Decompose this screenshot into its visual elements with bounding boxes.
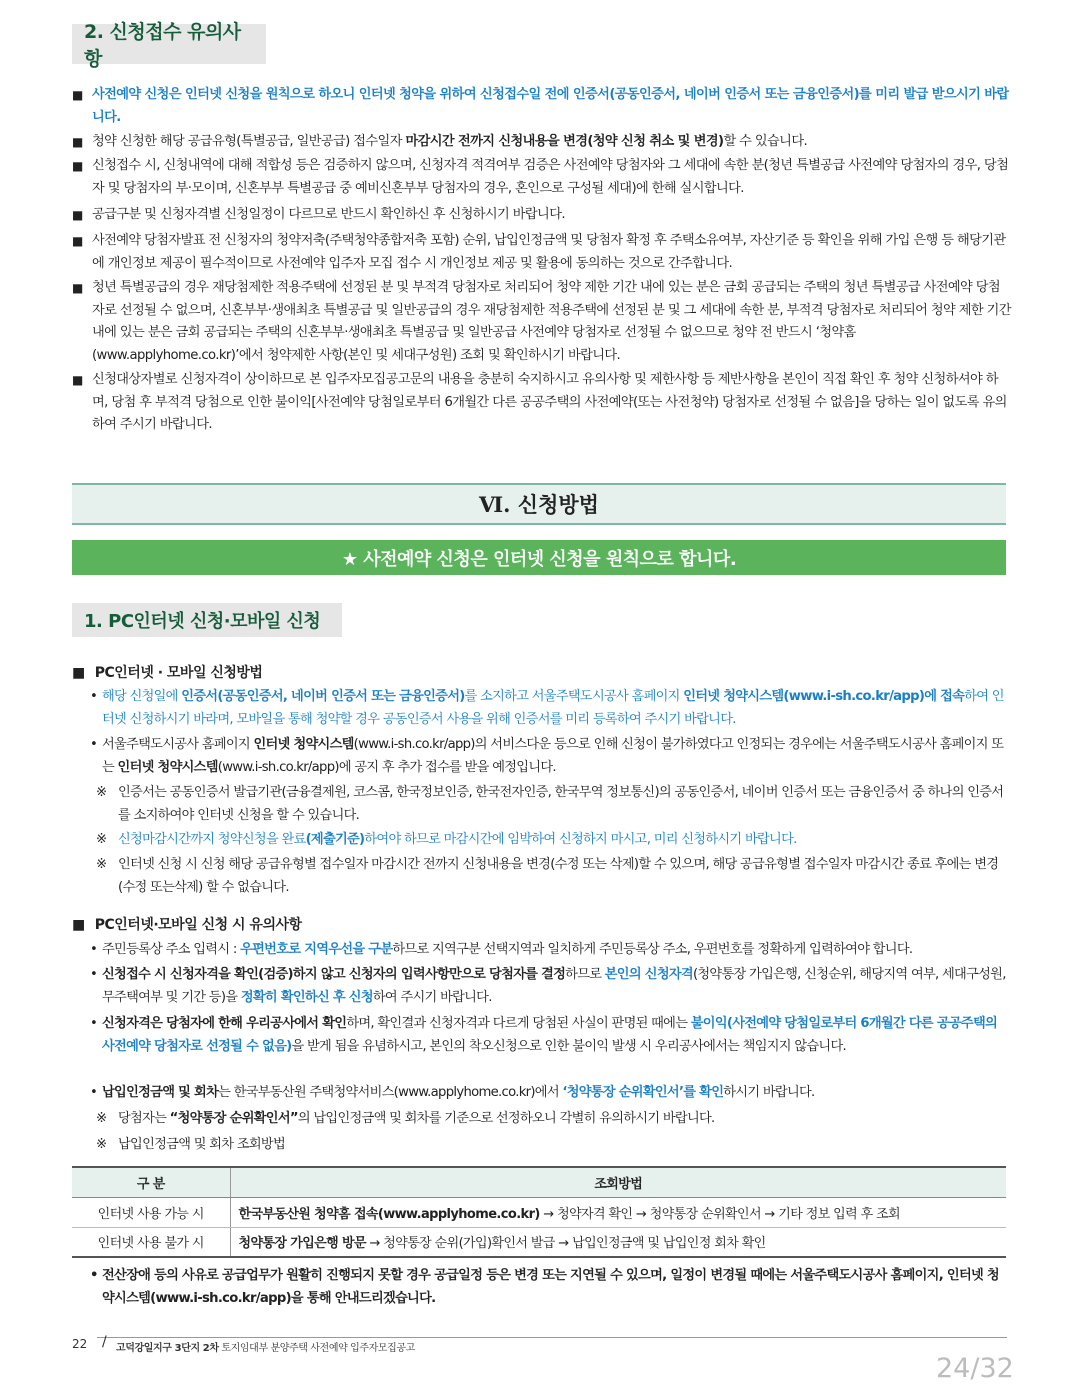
notice-text: 사전예약 당첨자발표 전 신청자의 청약저축(주택청약종합저축 포함) 순위, 납입인정금액 및 당첨자 확정 후 주택소유여부, 자산기준 등 확인을 위해 가입 은행 등 해당기관에 개인정보 제공이 필수적이므로 사전예약 입주자 모집 접수 시 개인정보 제공 및 활용에 동의하는 것으로 간주합니다. bbox=[92, 233, 1006, 271]
bullet-text: 하므로 지역구분 선택지역과 일치하게 주민등록상 주소, 우편번호를 정확하게 입력하여야 합니다. bbox=[392, 942, 913, 957]
footer-divider bbox=[97, 1337, 1007, 1338]
bullet-text: 하시기 바랍니다. bbox=[723, 1085, 815, 1100]
footer-document-title bbox=[116, 1339, 415, 1354]
section-heading-pc-mobile: 1. PC인터넷 신청·모바일 신청 bbox=[72, 603, 342, 637]
square-bullet-icon: ■ bbox=[72, 917, 85, 933]
square-bullet-icon: ■ bbox=[72, 373, 83, 387]
bullet-text-emphasis: 인증서(공동인증서, 네이버 인증서 또는 금융인증서) bbox=[181, 689, 465, 704]
bullet-text-emphasis: 인터넷 청약시스템(www.i-sh.co.kr/app)에 접속 bbox=[683, 689, 965, 704]
square-bullet-icon: ■ bbox=[72, 208, 83, 222]
note-text-emphasis: “청약통장 순위확인서” bbox=[169, 1111, 298, 1126]
note-text-emphasis: (제출기준) bbox=[305, 832, 365, 847]
table-row bbox=[72, 1227, 1006, 1257]
notice-text: 사전예약 신청은 인터넷 신청을 원칙으로 하오니 인터넷 청약을 위하여 신청접수일 전에 인증서(공동인증서, 네이버 인증서 또는 금융인증서)를 미리 발급 받으시기 바랍니다. bbox=[92, 87, 1009, 125]
table-row bbox=[72, 1197, 1006, 1227]
bullet-text: 는 한국부동산원 주택청약서비스(www.applyhome.co.kr)에서 bbox=[218, 1085, 563, 1100]
caution-note bbox=[96, 1108, 1011, 1131]
bullet-text-emphasis: 본인의 신청자격 bbox=[604, 967, 693, 982]
table-cell-emphasis: 한국부동산원 청약홈 접속(www.applyhome.co.kr) bbox=[238, 1206, 540, 1222]
table-cell-text: → 청약자격 확인 → 청약통장 순위확인서 → 기타 정보 입력 후 조회 bbox=[539, 1206, 901, 1222]
method-note bbox=[96, 782, 1011, 827]
caution-note bbox=[96, 1134, 1011, 1157]
reference-mark-icon: ※ bbox=[96, 785, 107, 800]
subheading-text: PC인터넷 · 모바일 신청방법 bbox=[94, 665, 263, 681]
subheading-text: PC인터넷·모바일 신청 시 유의사항 bbox=[94, 917, 302, 933]
bullet-text-emphasis: 신청접수 시 신청자격을 확인(검증)하지 않고 신청자의 입력사항만으로 당첨자를 결정 bbox=[102, 967, 566, 982]
dot-bullet-icon: • bbox=[90, 1085, 98, 1100]
table-cell-category: 인터넷 사용 불가 시 bbox=[72, 1227, 230, 1257]
bullet-text-emphasis: 정확히 확인하신 후 신청 bbox=[240, 989, 373, 1005]
lookup-method-table bbox=[72, 1166, 1006, 1258]
notice-item bbox=[72, 277, 1012, 367]
notice-item bbox=[72, 369, 1012, 437]
section-heading-application-notes: 2. 신청접수 유의사항 bbox=[72, 24, 266, 64]
bullet-text: 주민등록상 주소 입력시 : bbox=[102, 942, 241, 957]
chapter-title-banner: Ⅵ. 신청방법 bbox=[72, 483, 1006, 525]
notice-item bbox=[72, 155, 1012, 200]
note-text: 하여야 하므로 마감시간에 임박하여 신청하지 마시고, 미리 신청하시기 바랍니다. bbox=[364, 832, 797, 847]
notice-item bbox=[72, 230, 1012, 275]
notice-text: 청약 신청한 해당 공급유형(특별공급, 일반공급) 접수일자 bbox=[92, 134, 406, 149]
footer-slash: / bbox=[102, 1334, 107, 1350]
final-notice-text: 전산장애 등의 사유로 공급업무가 원활히 진행되지 못할 경우 공급일정 등은 변경 또는 지연될 수 있으며, 일정이 변경될 때에는 서울주택도시공사 홈페이지, 인터넷 청약시스템(www.i-sh.co.kr/app)을 통해 안내드리겠습니다. bbox=[102, 1268, 999, 1306]
note-text: 인증서는 공동인증서 발급기관(금융결제원, 코스콤, 한국정보인증, 한국전자인증, 한국무역 정보통신)의 공동인증서, 네이버 인증서 또는 금융인증서 중 하나의 인증서를 소지하여야 인터넷 신청을 할 수 있습니다. bbox=[118, 785, 1004, 823]
square-bullet-icon: ■ bbox=[72, 281, 83, 295]
note-text: 의 납입인정금액 및 회차를 기준으로 선정하오니 각별히 유의하시기 바랍니다. bbox=[297, 1111, 715, 1126]
method-note bbox=[96, 854, 1011, 899]
caution-bullet bbox=[90, 1013, 1010, 1058]
subheading-caution bbox=[72, 914, 302, 934]
notice-text: 신청접수 시, 신청내역에 대해 적합성 등은 검증하지 않으며, 신청자격 적격여부 검증은 사전예약 당첨자와 그 세대에 속한 분(청년 특별공급 사전예약 당첨자의 경우, 당첨자 및 당첨자의 부·모이며, 신혼부부 특별공급 중 예비신혼부부 당첨자의 경우, 혼인으로 구성될 세대)에 한해 실시합니다. bbox=[92, 158, 1009, 196]
table-cell-emphasis: 청약통장 가입은행 방문 bbox=[238, 1236, 366, 1252]
method-note bbox=[96, 829, 1011, 852]
dot-bullet-icon: • bbox=[90, 1268, 98, 1283]
bullet-text: 하므로 bbox=[565, 967, 605, 982]
notice-item bbox=[72, 131, 1012, 154]
bullet-text: 서울주택도시공사 홈페이지 bbox=[102, 737, 254, 752]
note-text: 신청마감시간까지 청약신청을 완료 bbox=[118, 832, 306, 847]
caution-bullet bbox=[90, 964, 1010, 1009]
notice-item bbox=[72, 84, 1012, 129]
viewer-page-indicator: 24/32 bbox=[936, 1353, 1014, 1384]
bullet-text-emphasis: 우편번호로 지역우선을 구분 bbox=[240, 942, 393, 957]
table-cell-method bbox=[230, 1227, 1006, 1257]
bullet-text-emphasis: 인터넷 청약시스템 bbox=[253, 737, 354, 752]
square-bullet-icon: ■ bbox=[72, 234, 83, 248]
footer-title-rest: 토지임대부 분양주택 사전예약 입주자모집공고 bbox=[218, 1343, 415, 1354]
square-bullet-icon: ■ bbox=[72, 88, 83, 102]
notice-text: 청년 특별공급의 경우 재당첨제한 적용주택에 선정된 분 및 부적격 당첨자로 처리되어 청약 제한 기간 내에 있는 분은 금회 공급되는 주택의 청년 특별공급 사전예약 당첨자로 선정될 수 없으며, 신혼부부·생애최초 특별공급 및 일반공급의 경우 재당첨제한 적용주택에 선정된 분 및 그 세대에 속한 분, 부적격 당첨자로 처리되어 청약 제한 기간 내에 있는 분은 금회 공급되는 주택의 신혼부부·생애최초 특별공급 및 일반공급 사전예약 당첨자로 선정될 수 없으므로 청약 전 반드시 ‘청약홈(www.applyhome.co.kr)’에서 청약제한 사항(본인 및 세대구성원) 조회 및 확인하시기 바랍니다. bbox=[92, 280, 1011, 363]
bullet-text: 을 bbox=[225, 989, 241, 1005]
bullet-text-emphasis: 납입인정금액 및 회차 bbox=[102, 1085, 219, 1100]
table-cell-method bbox=[230, 1197, 1006, 1227]
notice-text: 공급구분 및 신청자격별 신청일정이 다르므로 반드시 확인하신 후 신청하시기 바랍니다. bbox=[92, 207, 565, 222]
notice-text: 신청대상자별로 신청자격이 상이하므로 본 입주자모집공고문의 내용을 충분히 숙지하시고 유의사항 및 제한사항 등 제반사항을 본인이 직접 확인 후 청약 신청하셔야 하며, 당첨 후 부적격 당첨으로 인한 불이익[사전예약 당첨일로부터 6개월간 다른 공공주택의 사전예약(또는 사전청약) 당첨자로 선정될 수 없음]을 당하는 일이 없도록 유의하여 주시기 바랍니다. bbox=[92, 372, 1007, 432]
bullet-text: (청약통장 가입은행, 신청순위, 해당지역 여부, 세대구성원, 무주택여부 및 기간 등) bbox=[102, 967, 1006, 1005]
final-notice-bullet bbox=[90, 1265, 1010, 1310]
bullet-text: (www.i-sh.co.kr/app)에 공지 후 추가 접수를 받을 예정입니다. bbox=[217, 759, 556, 775]
dot-bullet-icon: • bbox=[90, 689, 98, 704]
reference-mark-icon: ※ bbox=[96, 1111, 107, 1126]
notice-text: 할 수 있습니다. bbox=[723, 134, 808, 149]
bullet-text: 하며, 확인결과 신청자격과 다르게 당첨된 사실이 판명된 때에는 bbox=[346, 1016, 691, 1031]
method-bullet bbox=[90, 686, 1010, 731]
reference-mark-icon: ※ bbox=[96, 857, 107, 872]
dot-bullet-icon: • bbox=[90, 942, 98, 957]
bullet-text: (www.i-sh.co.kr/app)의 서비스다운 등으로 인해 신청이 불가하였다고 인정되는 경우에는 서울주택도시공사 홈페이지 또는 bbox=[102, 737, 1004, 775]
caution-bullet bbox=[90, 1082, 1010, 1105]
square-bullet-icon: ■ bbox=[72, 159, 83, 173]
bullet-text: 을 받게 됨을 유념하시고, 본인의 착오신청으로 인한 불이익 발생 시 우리공사에서는 책임지지 않습니다. bbox=[291, 1038, 846, 1054]
table-header-category: 구 분 bbox=[72, 1167, 230, 1197]
bullet-text: 를 소지하고 서울주택도시공사 홈페이지 bbox=[464, 689, 684, 704]
notice-text-emphasis: 마감시간 전까지 신청내용을 변경(청약 신청 취소 및 변경) bbox=[405, 134, 724, 149]
method-bullet bbox=[90, 734, 1010, 779]
bullet-text-emphasis: ‘청약통장 순위확인서’를 확인 bbox=[562, 1085, 724, 1100]
notice-item bbox=[72, 204, 1012, 227]
table-header-row bbox=[72, 1167, 1006, 1197]
note-text: 납입인정금액 및 회차 조회방법 bbox=[118, 1137, 285, 1152]
reference-mark-icon: ※ bbox=[96, 832, 107, 847]
footer-page-number: 22 bbox=[72, 1337, 88, 1351]
square-bullet-icon: ■ bbox=[72, 135, 83, 149]
dot-bullet-icon: • bbox=[90, 967, 98, 982]
table-header-method: 조회방법 bbox=[230, 1167, 1006, 1197]
square-bullet-icon: ■ bbox=[72, 665, 85, 681]
note-text: 인터넷 신청 시 신청 해당 공급유형별 접수일자 마감시간 전까지 신청내용을 변경(수정 또는 삭제)할 수 있으며, 해당 공급유형별 접수일자 마감시간 종료 후에는 변경(수정 또는삭제) 할 수 없습니다. bbox=[118, 857, 999, 895]
subheading-method bbox=[72, 662, 262, 682]
dot-bullet-icon: • bbox=[90, 1016, 98, 1031]
caution-bullet bbox=[90, 939, 1010, 962]
footer-title-bold: 고덕강일지구 3단지 2차 bbox=[116, 1343, 219, 1354]
reference-mark-icon: ※ bbox=[96, 1137, 107, 1152]
bullet-text: 하여 주시기 바랍니다. bbox=[372, 989, 492, 1005]
bullet-text-emphasis: 인터넷 청약시스템 bbox=[117, 759, 218, 775]
table-cell-text: → 청약통장 순위(가입)확인서 발급 → 납입인정금액 및 납입인정 회차 확인 bbox=[365, 1236, 766, 1252]
note-text: 당첨자는 bbox=[118, 1111, 170, 1126]
internet-application-notice-bar: ★ 사전예약 신청은 인터넷 신청을 원칙으로 합니다. bbox=[72, 540, 1006, 575]
dot-bullet-icon: • bbox=[90, 737, 98, 752]
bullet-text-emphasis: 신청자격은 당첨자에 한해 우리공사에서 확인 bbox=[102, 1016, 347, 1031]
bullet-text-emphasis: 불이익(사전예약 당첨일로부터 6개월간 다른 공공주택의 사전예약 당첨자로 선정될 수 없음) bbox=[102, 1016, 998, 1054]
bullet-text: 해당 신청일에 bbox=[102, 689, 182, 704]
table-cell-category: 인터넷 사용 가능 시 bbox=[72, 1197, 230, 1227]
bullet-text: 하여 인터넷 신청하시기 바라며, 모바일을 통해 청약할 경우 공동인증서 사용을 위해 인증서를 미리 등록하여 주시기 바랍니다. bbox=[102, 689, 1004, 727]
